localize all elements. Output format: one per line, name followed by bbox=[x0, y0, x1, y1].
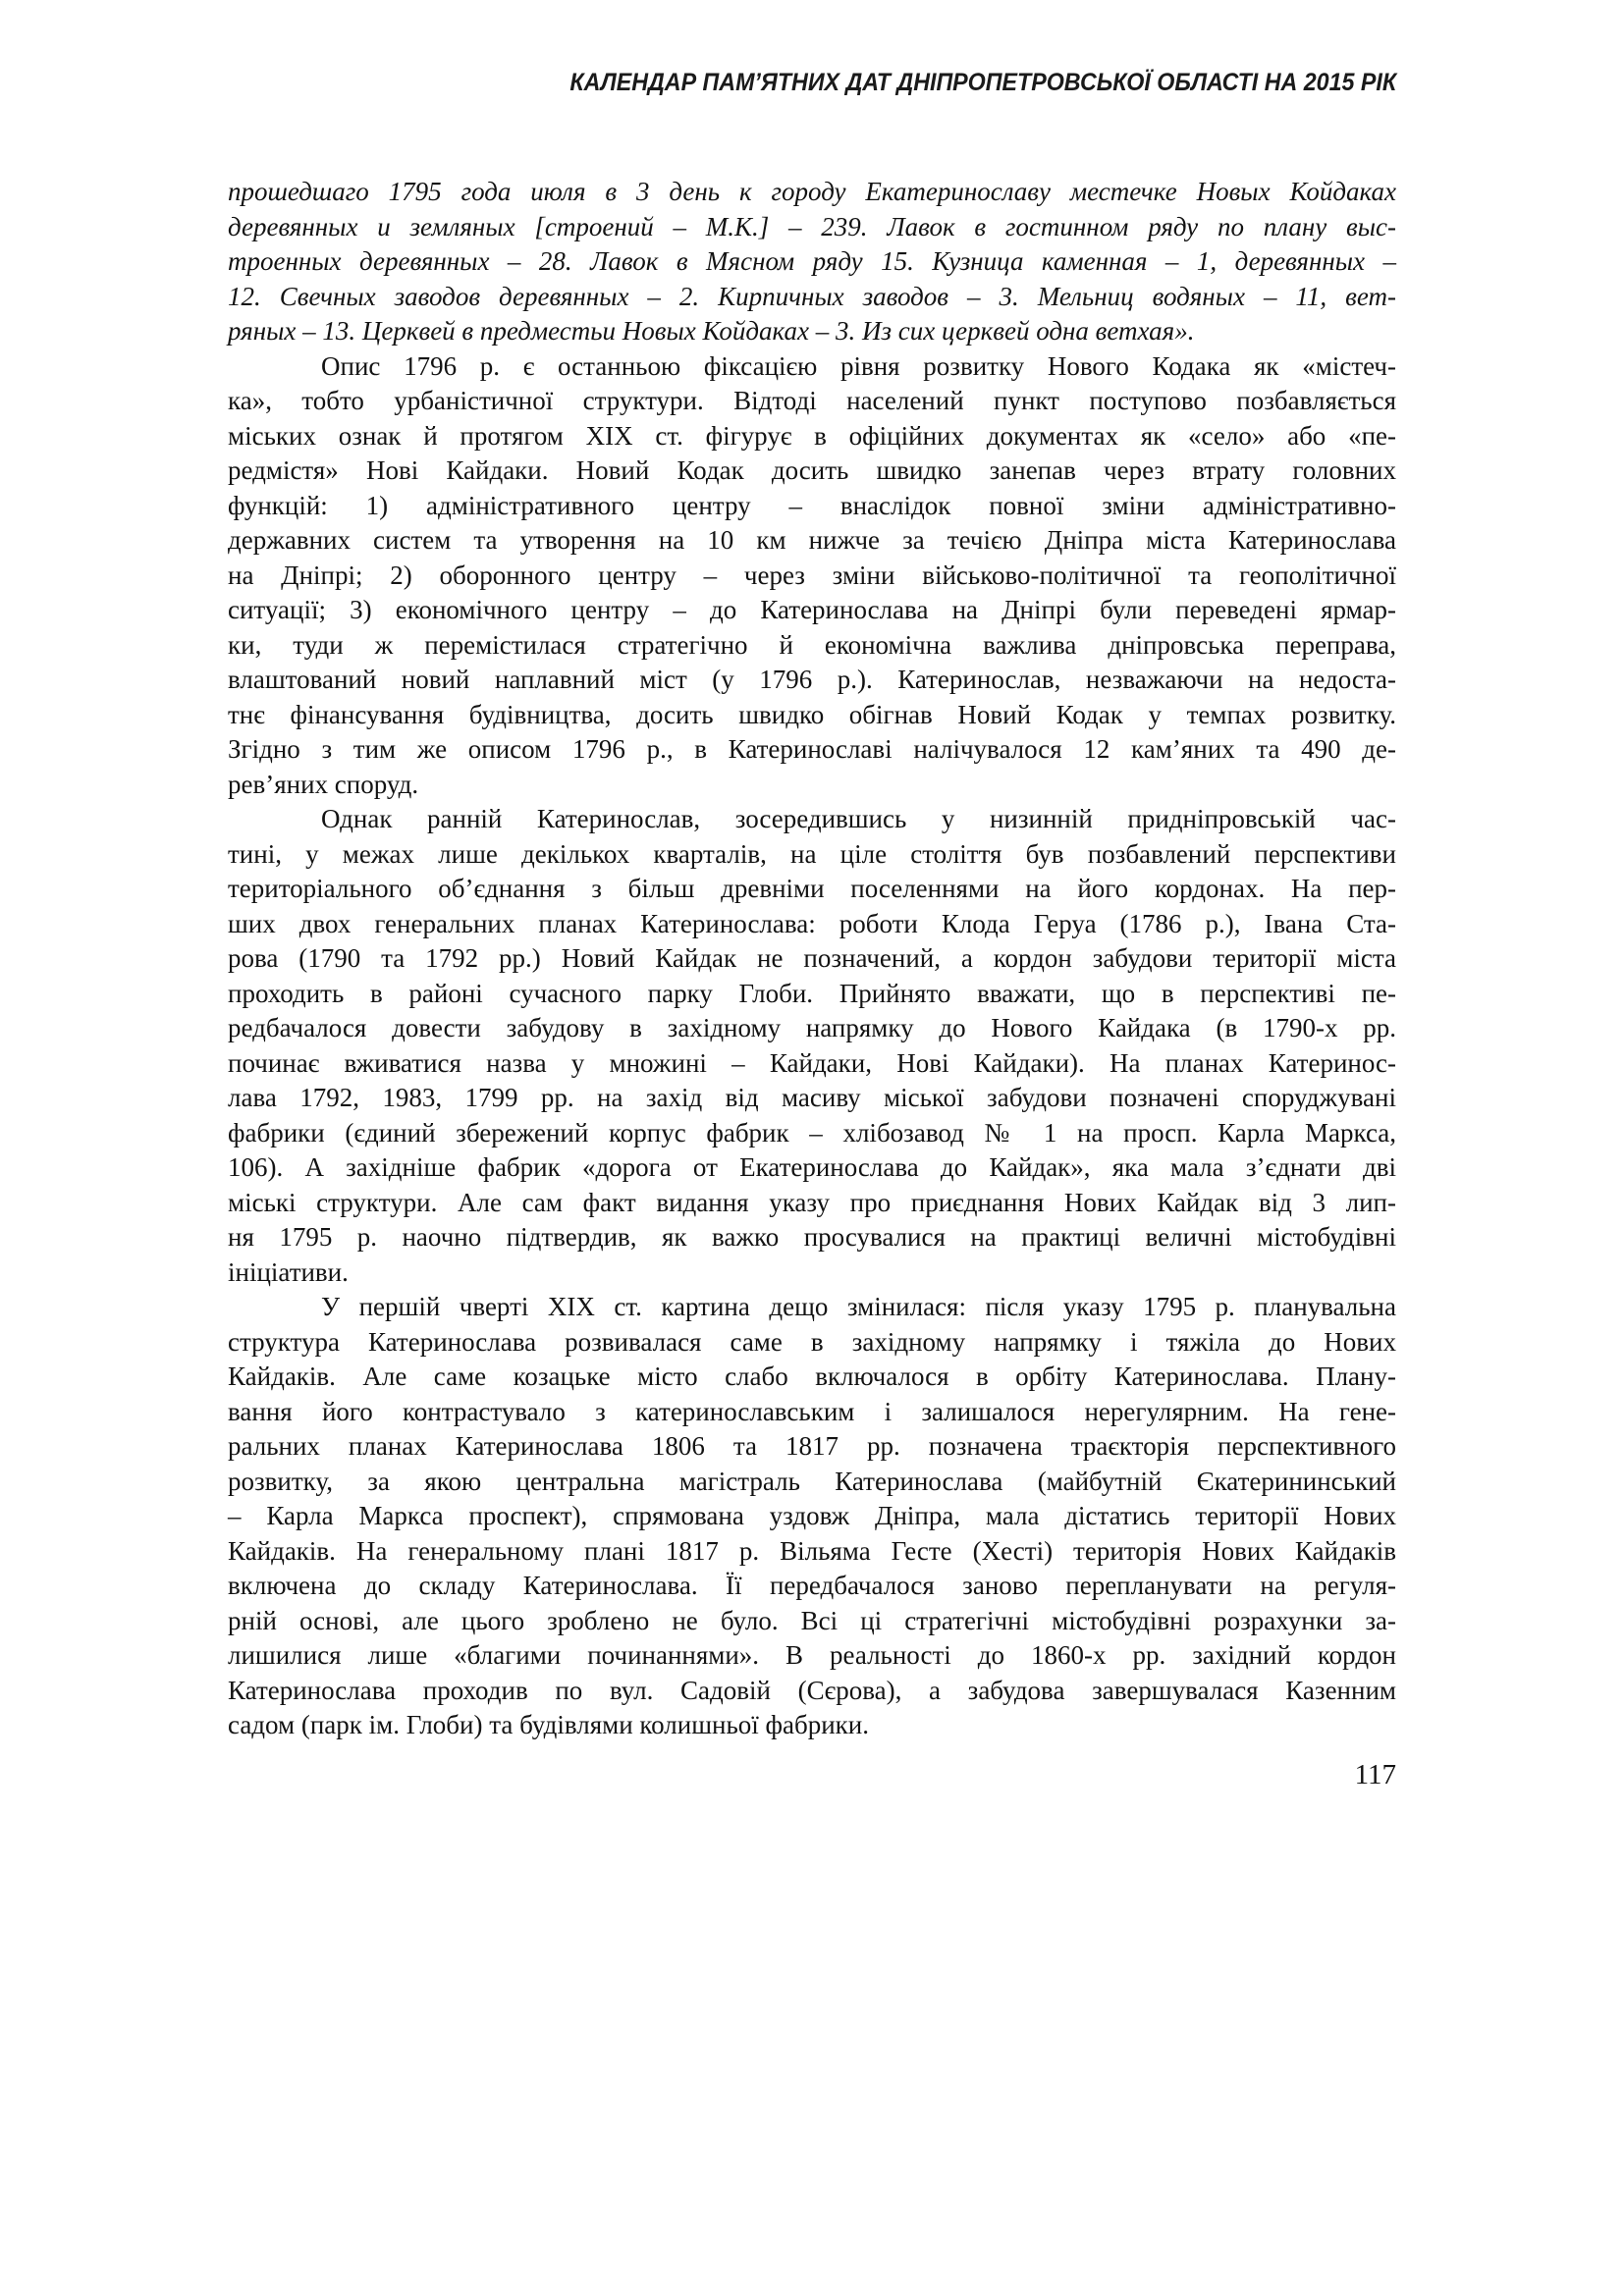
text-line: ших двох генеральних планах Катеринослава: роботи Клода Геруа (1786 р.), Івана Ста- bbox=[228, 908, 1396, 938]
text-line: рова (1790 та 1792 рр.) Новий Кайдак не позначений, а кордон забудови території міста bbox=[228, 943, 1396, 973]
text-line: деревянных и земляных [строений – М.К.] – 239. Лавок в гостинном ряду по плану выс- bbox=[228, 211, 1396, 241]
text-line: Однак ранній Катеринослав, зосередившись у низинній придніпровській час- bbox=[321, 804, 1396, 833]
text-line: міських ознак й протягом XIX ст. фігурує в офіційних документах як «село» або «пе- bbox=[228, 420, 1396, 451]
text-line: Катеринослава проходив по вул. Садовій (Сєрова), а забудова завершувалася Казенним bbox=[228, 1675, 1396, 1705]
text-line: Кайдаків. На генеральному плані 1817 р. Вільяма Гесте (Хесті) територія Нових Кайдаків bbox=[228, 1535, 1396, 1566]
text-line: фабрики (єдиний збережений корпус фабрик – хлібозавод № 1 на просп. Карла Маркса, bbox=[228, 1117, 1396, 1148]
text-line: територіального об’єднання з більш древніми поселеннями на його кордонах. На пер- bbox=[228, 874, 1396, 903]
text-line: лава 1792, 1983, 1799 рр. на захід від масиву міської забудови позначені споруджувані bbox=[228, 1083, 1396, 1112]
text-line: ня 1795 р. наочно підтвердив, як важко просувалися на практиці величні містобудівні bbox=[228, 1222, 1396, 1252]
paragraph bbox=[228, 175, 1396, 349]
paragraph bbox=[228, 349, 1396, 803]
text-line: проходить в районі сучасного парку Глоби. Прийнято вважати, що в перспективі пе- bbox=[228, 978, 1396, 1008]
text-line: починає вживатися назва у множині – Кайдаки, Нові Кайдаки). На планах Катеринос- bbox=[228, 1047, 1396, 1078]
text-line: рній основі, але цього зроблено не було. Всі ці стратегічні містобудівні розрахунки за- bbox=[228, 1605, 1396, 1635]
text-line: ряных – 13. Церквей в предместьи Новых Койдаках – 3. Из сих церквей одна ветхая». bbox=[228, 316, 1195, 346]
text-line: редбачалося довести забудову в західному напрямку до Нового Кайдака (в 1790-х рр. bbox=[228, 1013, 1396, 1042]
text-line: Опис 1796 р. є останньою фіксацією рівня розвитку Нового Кодака як «містеч- bbox=[321, 350, 1396, 381]
text-line: Кайдаків. Але саме козацьке місто слабо включалося в орбіту Катеринослава. Плану- bbox=[228, 1362, 1396, 1391]
text-line: ки, туди ж перемістилася стратегічно й економічна важлива дніпровська переправа, bbox=[228, 629, 1396, 660]
text-line: вання його контрастувало з катеринославським і залишалося нерегулярним. На гене- bbox=[228, 1396, 1396, 1426]
text-line: функцій: 1) адміністративного центру – внаслідок повної зміни адміністративно- bbox=[228, 490, 1396, 520]
text-line: редмістя» Нові Кайдаки. Новий Кодак досить швидко занепав через втрату головних bbox=[228, 455, 1396, 485]
text-line: 12. Свечных заводов деревянных – 2. Кирпичных заводов – 3. Мельниц водяных – 11, вет- bbox=[228, 281, 1396, 311]
text-line: троенных деревянных – 28. Лавок в Мясном ряду 15. Кузница каменная – 1, деревянных – bbox=[228, 246, 1396, 276]
text-line: ініціативи. bbox=[228, 1256, 349, 1287]
text-line: Згідно з тим же описом 1796 р., в Катеринославі налічувалося 12 кам’яних та 490 де- bbox=[228, 734, 1396, 764]
text-line: міські структури. Але сам факт видання указу про приєднання Нових Кайдак від 3 лип- bbox=[228, 1187, 1396, 1217]
text-line: 106). А західніше фабрик «дорога от Екатеринослава до Кайдак», яка мала з’єднати дві bbox=[228, 1152, 1396, 1182]
text-line: тнє фінансування будівництва, досить швидко обігнав Новий Кодак у темпах розвитку. bbox=[228, 699, 1396, 729]
text-line: тині, у межах лише декількох кварталів, на ціле століття був позбавлений перспективи bbox=[228, 838, 1396, 869]
paragraph bbox=[228, 1290, 1396, 1743]
running-header: КАЛЕНДАР ПАМ’ЯТНИХ ДАТ ДНІПРОПЕТРОВСЬКОЇ ОБЛАСТІ НА 2015 РІК bbox=[569, 69, 1396, 96]
text-line: на Дніпрі; 2) оборонного центру – через зміни військово-політичної та геополітичної bbox=[228, 560, 1396, 590]
text-line: ситуації; 3) економічного центру – до Катеринослава на Дніпрі були переведені ярмар- bbox=[228, 595, 1396, 624]
text-line: включена до складу Катеринослава. Її передбачалося заново перепланувати на регуля- bbox=[228, 1571, 1396, 1600]
text-line: садом (парк ім. Глоби) та будівлями колишньої фабрики. bbox=[228, 1710, 869, 1739]
text-line: структура Катеринослава розвивалася саме в західному напрямку і тяжіла до Нових bbox=[228, 1326, 1396, 1357]
text-line: розвитку, за якою центральна магістраль Катеринослава (майбутній Єкатерининський bbox=[228, 1466, 1396, 1496]
text-line: прошедшаго 1795 года июля в 3 день к городу Екатеринославу местечке Новых Койдаках bbox=[228, 177, 1396, 206]
text-line: – Карла Маркса проспект), спрямована уздовж Дніпра, мала дістатись території Нових bbox=[228, 1501, 1396, 1530]
text-line: влаштований новий наплавний міст (у 1796 р.). Катеринослав, незважаючи на недоста- bbox=[228, 665, 1396, 694]
text-line: рев’яних споруд. bbox=[228, 769, 419, 799]
text-line: ка», тобто урбаністичної структури. Відтоді населений пункт поступово позбавляється bbox=[228, 386, 1396, 415]
text-line: лишилися лише «благими починаннями». В реальності до 1860-х рр. західний кордон bbox=[228, 1640, 1396, 1670]
paragraph bbox=[228, 802, 1396, 1290]
page-number: 117 bbox=[1354, 1759, 1396, 1790]
body-text bbox=[228, 175, 1396, 1743]
text-line: ральних планах Катеринослава 1806 та 1817 рр. позначена траєкторія перспективного bbox=[228, 1431, 1396, 1461]
text-line: державних систем та утворення на 10 км нижче за течією Дніпра міста Катеринослава bbox=[228, 525, 1396, 555]
text-line: У першій чверті XIX ст. картина дещо змінилася: після указу 1795 р. планувальна bbox=[321, 1292, 1396, 1321]
